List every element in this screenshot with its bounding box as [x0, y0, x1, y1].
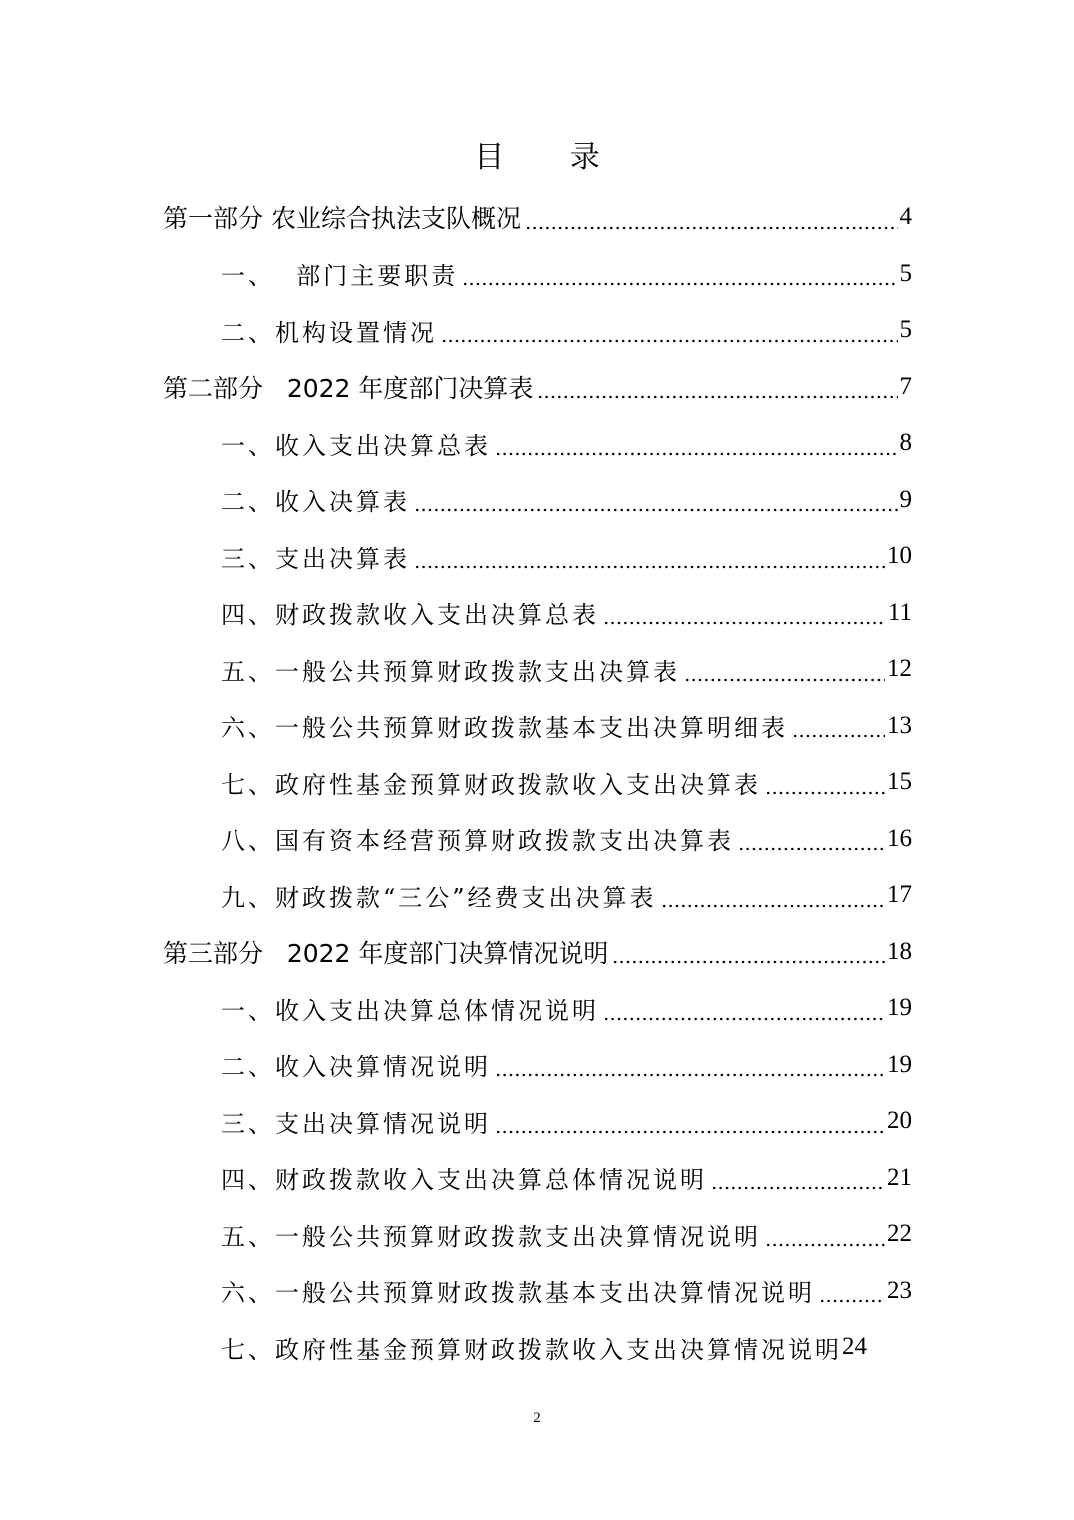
toc-entry-label: 一、 部门主要职责 [221, 262, 459, 291]
toc-dot-leader [495, 1072, 885, 1078]
toc-entry-page: 16 [887, 824, 912, 852]
toc-entry-page: 24 [842, 1333, 867, 1361]
toc-entry-label: 二、收入决算情况说明 [221, 1053, 491, 1082]
toc-entry[interactable] [0, 1263, 1074, 1320]
toc-entry[interactable] [0, 1150, 1074, 1207]
toc-entry[interactable] [0, 698, 1074, 755]
toc-entry-page: 5 [899, 259, 912, 287]
toc-entry-label: 八、国有资本经营预算财政拨款支出决算表 [221, 827, 734, 856]
toc-entry[interactable] [0, 1319, 1074, 1376]
toc-entry[interactable] [0, 811, 1074, 868]
toc-dot-leader [462, 281, 897, 287]
toc-dot-leader [738, 846, 885, 852]
toc-dot-leader [792, 733, 885, 739]
page-number: 2 [533, 1410, 541, 1426]
toc-entry[interactable] [0, 924, 1074, 981]
toc-entry-label: 第二部分 2022 年度部门决算表 [163, 373, 534, 403]
toc-entry[interactable] [0, 1206, 1074, 1263]
toc-dot-leader [819, 1298, 885, 1304]
toc-dot-leader [603, 620, 886, 626]
toc-entry-label: 五、一般公共预算财政拨款支出决算情况说明 [221, 1222, 761, 1251]
toc-entry-page: 21 [887, 1163, 912, 1191]
toc-entry-page: 19 [887, 994, 912, 1022]
toc-entry-label: 七、政府性基金预算财政拨款收入支出决算表 [221, 770, 761, 799]
toc-entry-label: 三、支出决算情况说明 [221, 1109, 491, 1138]
toc-dot-leader [441, 338, 898, 344]
toc-entry-page: 9 [899, 485, 912, 513]
toc-entry-page: 15 [887, 768, 912, 796]
toc-entry[interactable] [0, 246, 1074, 303]
toc-entry[interactable] [0, 1093, 1074, 1150]
toc-entry-label: 一、收入支出决算总表 [221, 431, 491, 460]
toc-entry-page: 11 [887, 598, 912, 626]
toc-dot-leader [765, 1242, 885, 1248]
toc-dot-leader [537, 394, 897, 400]
toc-dot-leader [661, 903, 885, 909]
toc-entry[interactable] [0, 189, 1074, 246]
toc-entry-label: 第三部分 2022 年度部门决算情况说明 [163, 938, 609, 968]
toc-entry[interactable] [0, 641, 1074, 698]
toc-entry-page: 19 [887, 1050, 912, 1078]
toc-entry-page: 23 [887, 1276, 912, 1304]
toc-entry-page: 20 [887, 1107, 912, 1135]
toc-entry-label: 七、政府性基金预算财政拨款收入支出决算情况说明 [221, 1335, 842, 1364]
toc-entry-page: 7 [899, 372, 912, 400]
toc-entry-page: 5 [899, 316, 912, 344]
toc-entry[interactable] [0, 472, 1074, 529]
toc-entry-label: 第一部分 农业综合执法支队概况 [163, 204, 521, 234]
toc-dot-leader [711, 1185, 885, 1191]
toc-dot-leader [495, 451, 898, 457]
toc-entry-label: 二、收入决算表 [221, 488, 410, 517]
toc-list [0, 189, 1074, 1376]
toc-entry[interactable] [0, 1037, 1074, 1094]
toc-entry-label: 一、收入支出决算总体情况说明 [221, 996, 599, 1025]
toc-entry-label: 五、一般公共预算财政拨款支出决算表 [221, 657, 680, 686]
toc-dot-leader [603, 1016, 885, 1022]
toc-entry-label: 六、一般公共预算财政拨款基本支出决算情况说明 [221, 1279, 815, 1308]
toc-entry-label: 六、一般公共预算财政拨款基本支出决算明细表 [221, 714, 788, 743]
toc-entry[interactable] [0, 585, 1074, 642]
toc-entry-page: 12 [887, 655, 912, 683]
toc-dot-leader [612, 959, 885, 965]
toc-entry-label: 四、财政拨款收入支出决算总表 [221, 601, 599, 630]
toc-entry-label: 二、机构设置情况 [221, 318, 437, 347]
toc-entry-label: 四、财政拨款收入支出决算总体情况说明 [221, 1166, 707, 1195]
toc-entry[interactable] [0, 415, 1074, 472]
toc-entry-label: 九、财政拨款“三公”经费支出决算表 [221, 883, 657, 912]
toc-dot-leader [414, 564, 885, 570]
toc-dot-leader [525, 225, 898, 231]
toc-entry-label: 三、支出决算表 [221, 544, 410, 573]
toc-entry-page: 17 [887, 881, 912, 909]
toc-entry[interactable] [0, 359, 1074, 416]
toc-entry[interactable] [0, 980, 1074, 1037]
toc-entry[interactable] [0, 867, 1074, 924]
toc-entry-page: 13 [887, 711, 912, 739]
toc-dot-leader [684, 677, 885, 683]
toc-title: 目 录 [474, 140, 628, 175]
toc-entry-page: 8 [899, 429, 912, 457]
toc-entry-page: 22 [887, 1220, 912, 1248]
toc-entry[interactable] [0, 302, 1074, 359]
toc-dot-leader [495, 1129, 885, 1135]
toc-entry[interactable] [0, 754, 1074, 811]
toc-dot-leader [765, 790, 885, 796]
toc-entry[interactable] [0, 528, 1074, 585]
toc-entry-page: 18 [887, 937, 912, 965]
toc-entry-page: 10 [887, 542, 912, 570]
toc-entry-page: 4 [899, 203, 912, 231]
toc-dot-leader [414, 507, 898, 513]
